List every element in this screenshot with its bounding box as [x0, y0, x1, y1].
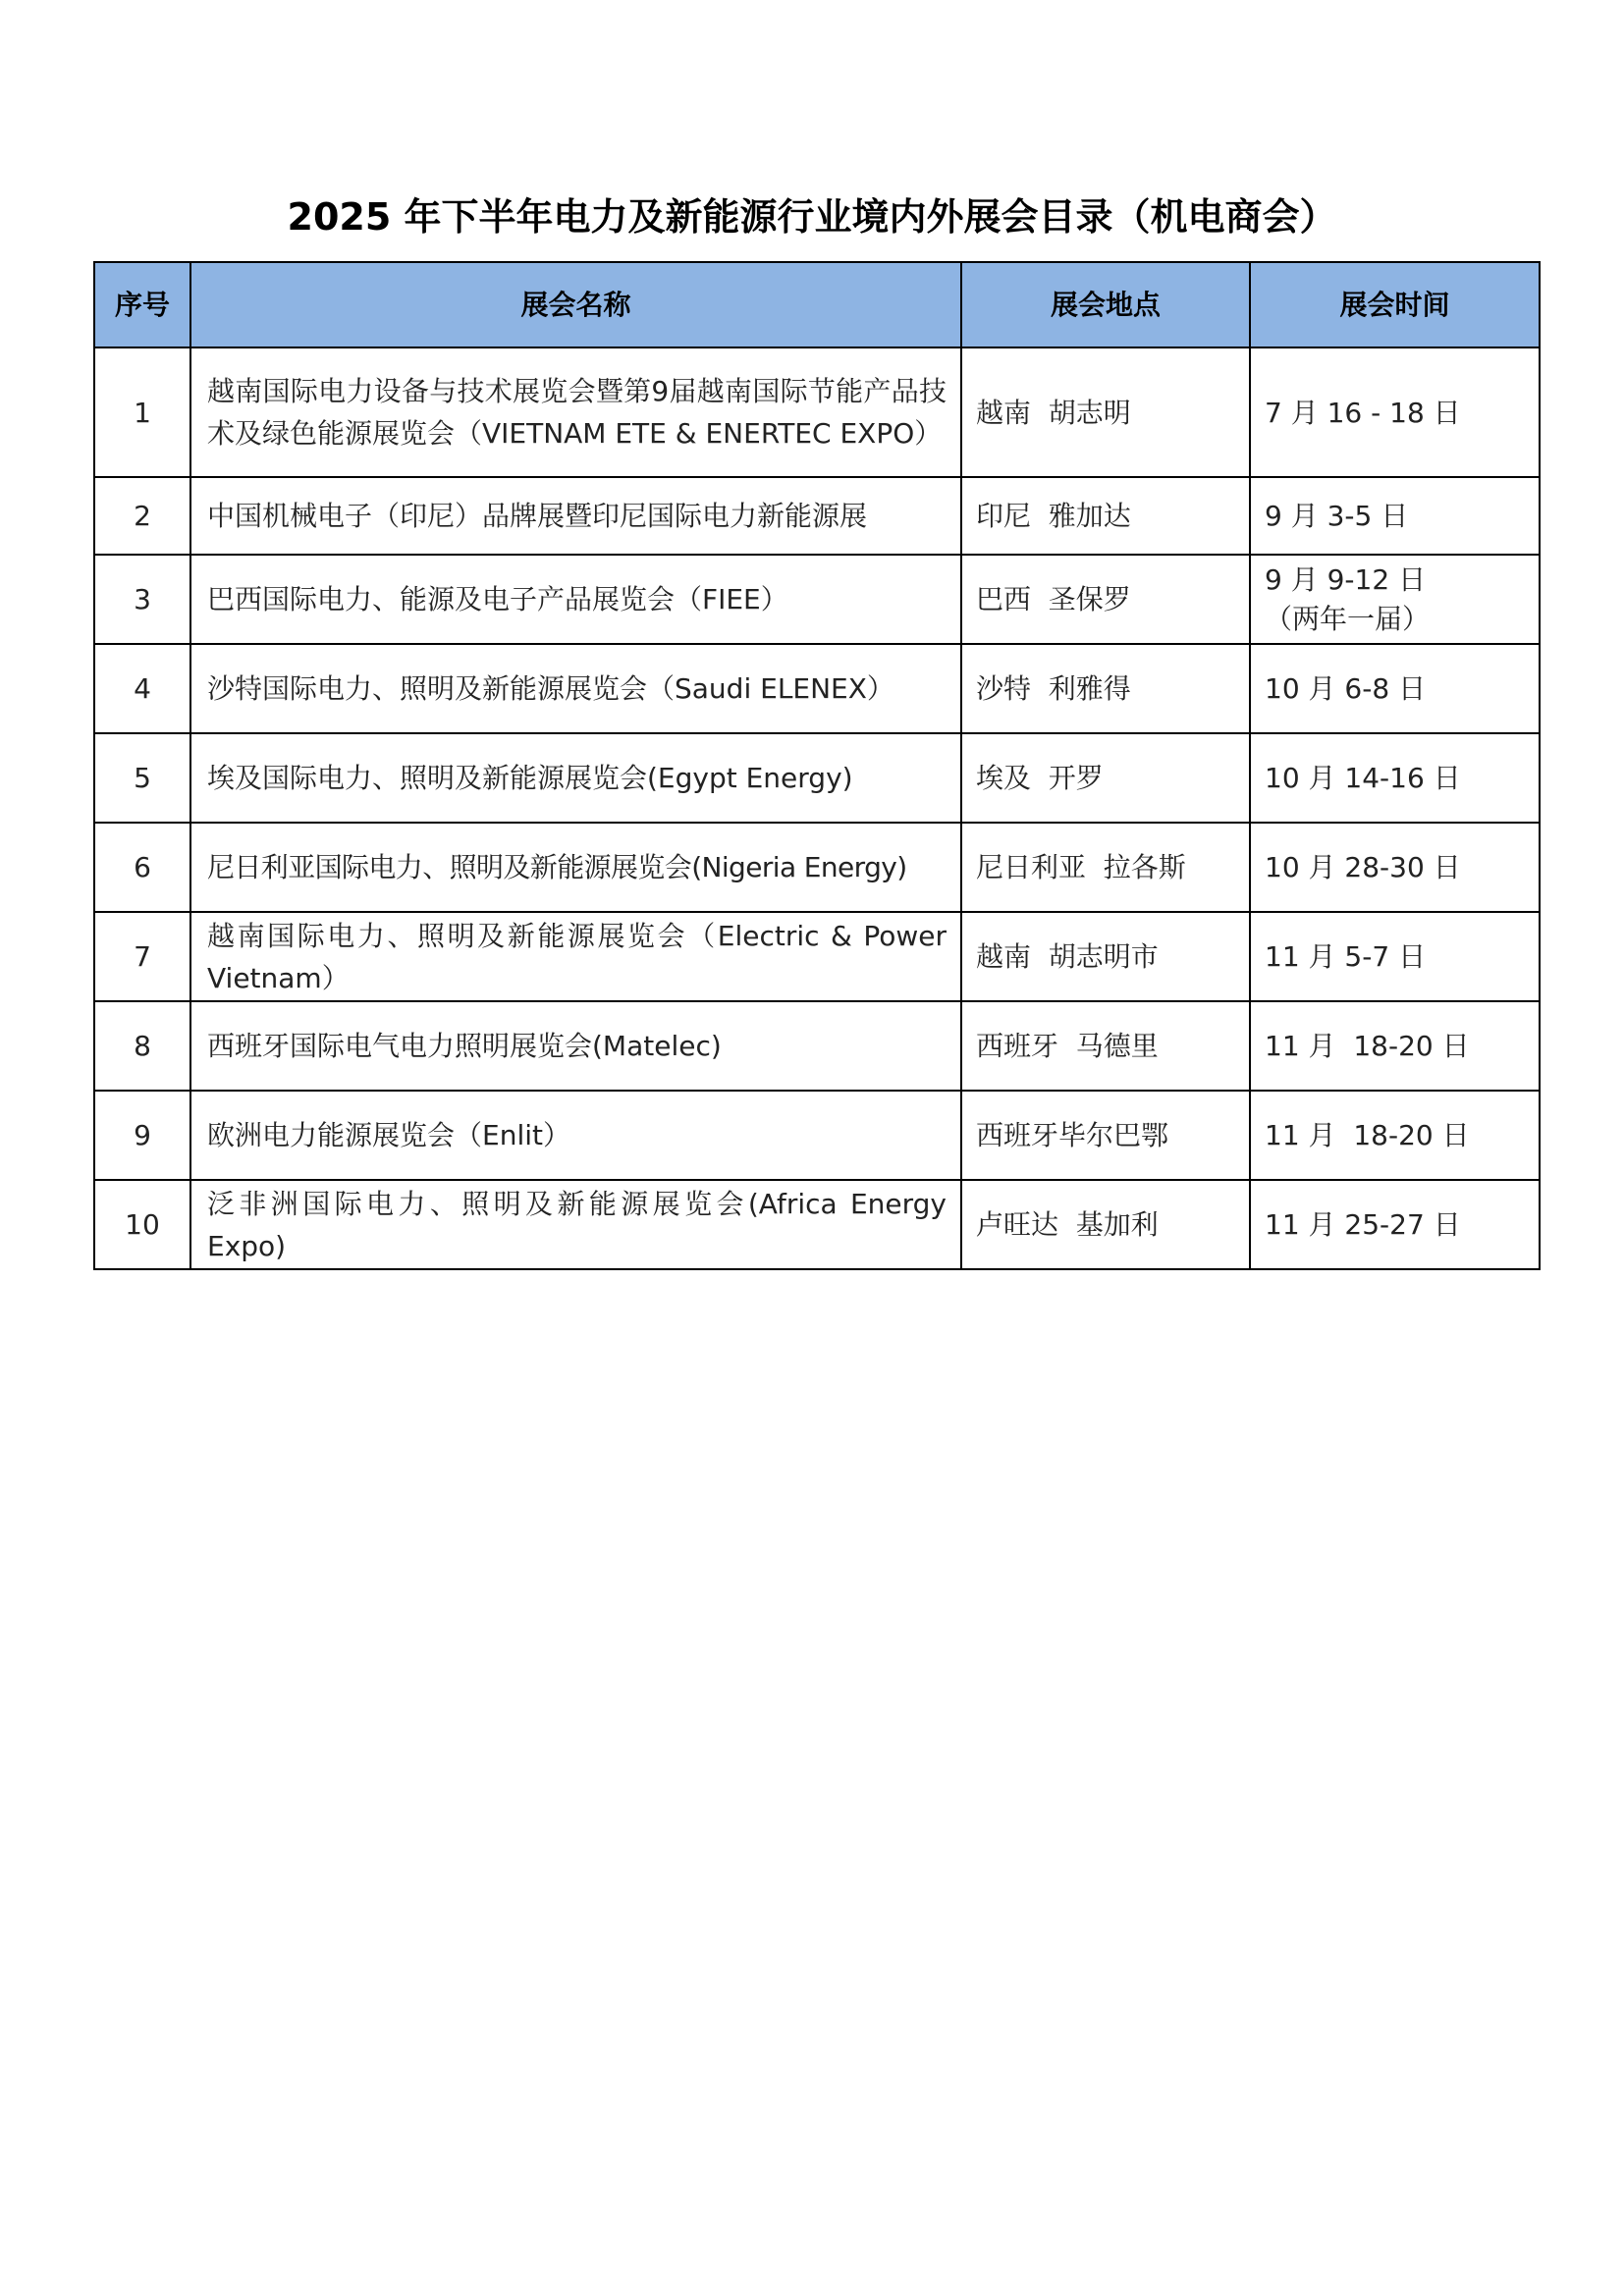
- row-no: 3: [94, 555, 190, 644]
- row-name: 沙特国际电力、照明及新能源展览会（Saudi ELENEX）: [190, 644, 961, 733]
- row-no: 4: [94, 644, 190, 733]
- row-name: 越南国际电力、照明及新能源展览会（Electric & Power Vietnam）: [190, 912, 961, 1001]
- row-location: 尼日利亚 拉各斯: [961, 823, 1250, 912]
- row-no: 1: [94, 347, 190, 477]
- row-location: 卢旺达 基加利: [961, 1180, 1250, 1269]
- row-no: 8: [94, 1001, 190, 1091]
- table-row: [94, 912, 1540, 1001]
- row-name: 欧洲电力能源展览会（Enlit）: [190, 1091, 961, 1180]
- table-row: [94, 823, 1540, 912]
- row-no: 10: [94, 1180, 190, 1269]
- row-no: 7: [94, 912, 190, 1001]
- row-location: 沙特 利雅得: [961, 644, 1250, 733]
- row-location: 埃及 开罗: [961, 733, 1250, 823]
- row-name: 巴西国际电力、能源及电子产品展览会（FIEE）: [190, 555, 961, 644]
- row-location: 印尼 雅加达: [961, 477, 1250, 555]
- row-no: 6: [94, 823, 190, 912]
- row-name: 埃及国际电力、照明及新能源展览会(Egypt Energy): [190, 733, 961, 823]
- row-name: 中国机械电子（印尼）品牌展暨印尼国际电力新能源展: [190, 477, 961, 555]
- row-date: 9 月 3-5 日: [1250, 477, 1540, 555]
- row-no: 5: [94, 733, 190, 823]
- table-row: [94, 347, 1540, 477]
- row-date: 11 月 25-27 日: [1250, 1180, 1540, 1269]
- row-date: 10 月 6-8 日: [1250, 644, 1540, 733]
- row-date: 7 月 16 - 18 日: [1250, 347, 1540, 477]
- table-row: [94, 1180, 1540, 1269]
- header-no: 序号: [94, 262, 190, 347]
- row-name: 越南国际电力设备与技术展览会暨第9届越南国际节能产品技术及绿色能源展览会（VIETNAM ETE & ENERTEC EXPO）: [190, 347, 961, 477]
- row-date: 11 月 18-20 日: [1250, 1091, 1540, 1180]
- row-location: 越南 胡志明: [961, 347, 1250, 477]
- row-date: 9 月 9-12 日: [1265, 562, 1427, 596]
- table-row: [94, 555, 1540, 644]
- header-name: 展会名称: [190, 262, 961, 347]
- exhibition-table: [93, 261, 1541, 1270]
- row-name: 西班牙国际电气电力照明展览会(Matelec): [190, 1001, 961, 1091]
- row-no: 9: [94, 1091, 190, 1180]
- row-name: 泛非洲国际电力、照明及新能源展览会(Africa Energy Expo): [190, 1180, 961, 1269]
- table-header-row: [94, 262, 1540, 347]
- row-date-note: （两年一届）: [1265, 602, 1431, 635]
- table-row: [94, 477, 1540, 555]
- row-location: 巴西 圣保罗: [961, 555, 1250, 644]
- row-no: 2: [94, 477, 190, 555]
- header-date: 展会时间: [1250, 262, 1540, 347]
- row-date: 11 月 5-7 日: [1250, 912, 1540, 1001]
- row-location: 西班牙 马德里: [961, 1001, 1250, 1091]
- table-row: [94, 733, 1540, 823]
- table-row: [94, 1091, 1540, 1180]
- header-location: 展会地点: [961, 262, 1250, 347]
- row-location: 越南 胡志明市: [961, 912, 1250, 1001]
- row-date-cell: [1250, 555, 1540, 644]
- row-date: 11 月 18-20 日: [1250, 1001, 1540, 1091]
- table-row: [94, 1001, 1540, 1091]
- row-date: 10 月 28-30 日: [1250, 823, 1540, 912]
- row-date: 10 月 14-16 日: [1250, 733, 1540, 823]
- row-location: 西班牙毕尔巴鄂: [961, 1091, 1250, 1180]
- table-row: [94, 644, 1540, 733]
- document-title: 2025 年下半年电力及新能源行业境内外展会目录（机电商会）: [287, 195, 1337, 239]
- row-name: 尼日利亚国际电力、照明及新能源展览会(Nigeria Energy): [190, 823, 961, 912]
